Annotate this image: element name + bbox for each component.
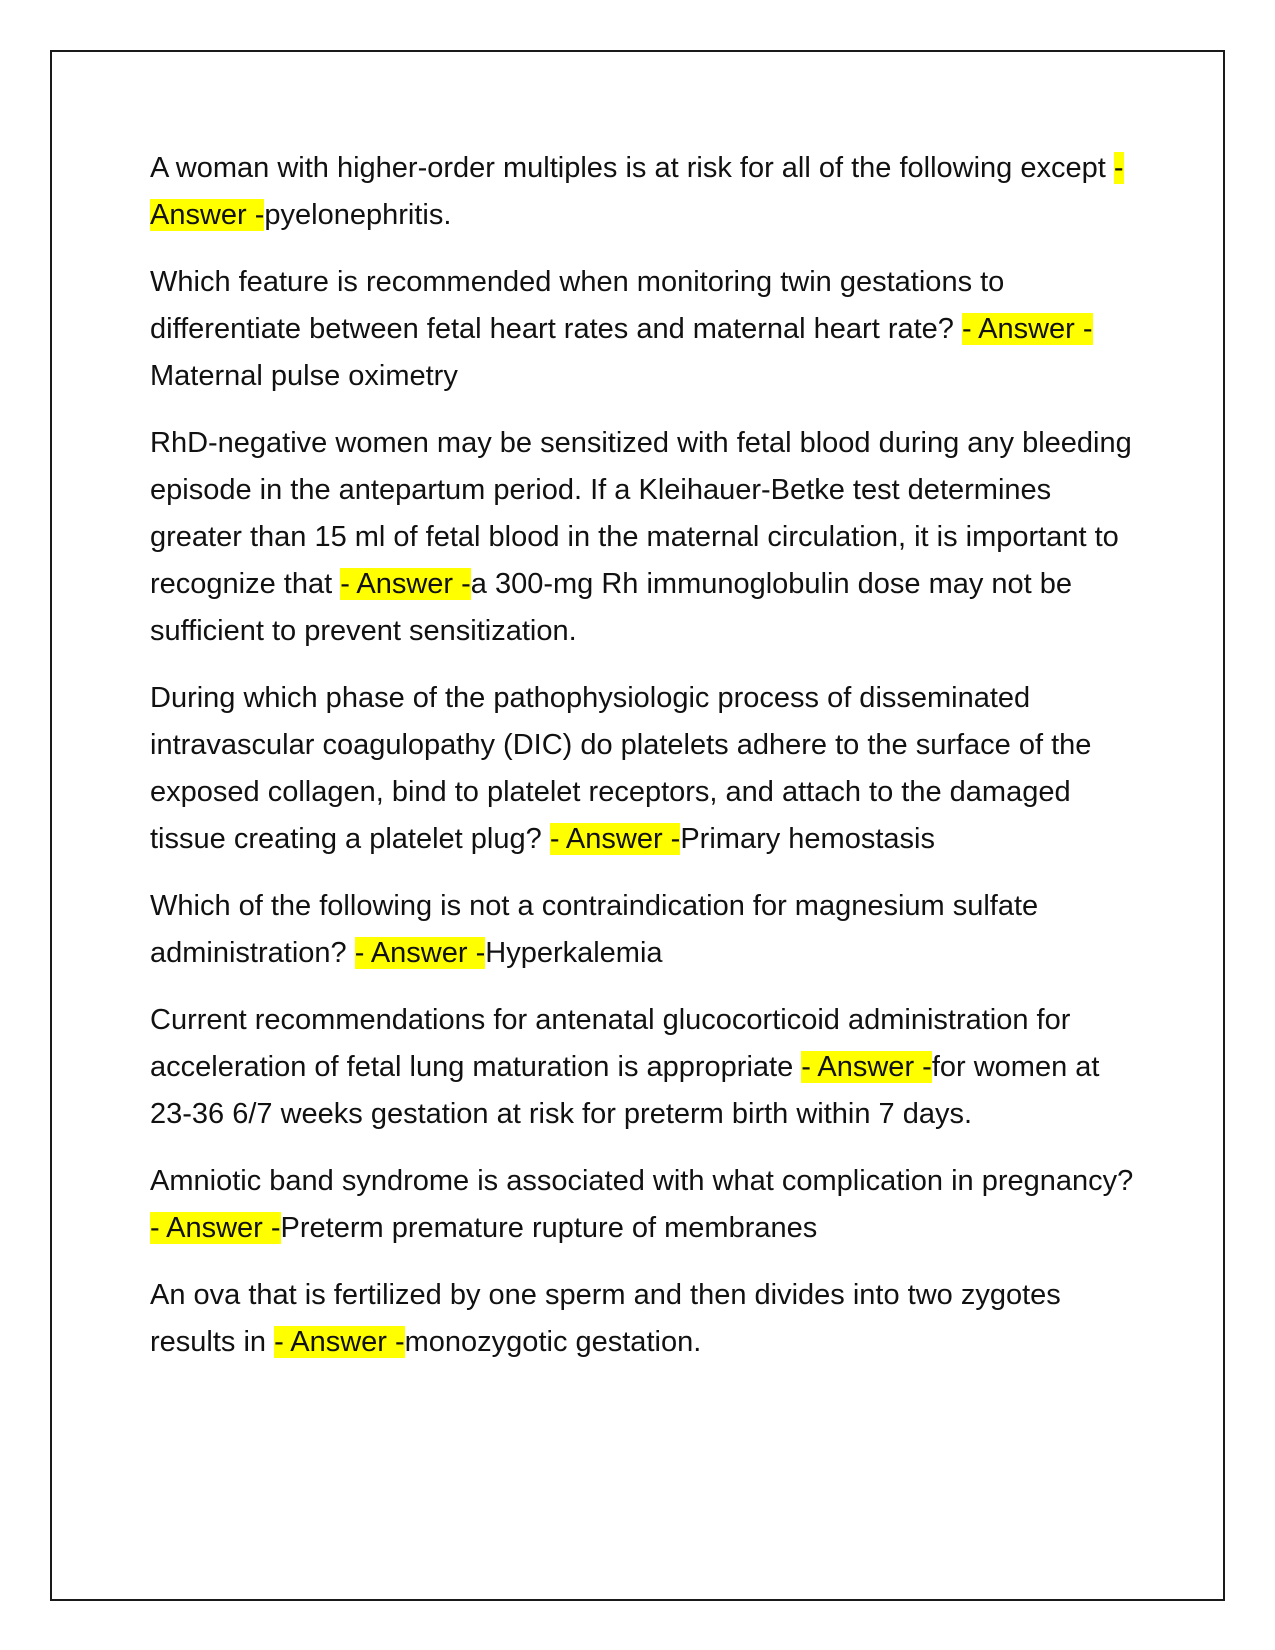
qa-item <box>150 1158 1140 1252</box>
answer-marker: - Answer - <box>549 823 681 855</box>
question-text: Current recommendations for antenatal glucocorticoid administration for acceleration of fetal lung maturation is appropriate <box>150 1004 1071 1083</box>
question-text: An ova that is fertilized by one sperm and then divides into two zygotes results in <box>150 1279 1061 1358</box>
answer-text: Maternal pulse oximetry <box>150 360 458 392</box>
answer-text: Primary hemostasis <box>680 823 935 855</box>
question-text: Amniotic band syndrome is associated with what complication in pregnancy? <box>150 1165 1134 1197</box>
qa-item <box>150 883 1140 977</box>
answer-marker: - Answer - <box>340 568 471 600</box>
qa-item <box>150 997 1140 1138</box>
qa-item <box>150 1272 1140 1366</box>
qa-item <box>150 259 1140 400</box>
qa-item <box>150 420 1140 655</box>
answer-marker: - Answer - <box>354 937 486 969</box>
answer-marker: - Answer - <box>150 1212 281 1244</box>
document-body <box>150 145 1140 1386</box>
answer-text: monozygotic gestation. <box>404 1326 702 1358</box>
qa-item <box>150 145 1140 239</box>
question-text: A woman with higher-order multiples is at risk for all of the following except <box>150 152 1114 184</box>
answer-marker: - Answer - <box>150 152 1124 231</box>
answer-text: a 300-mg Rh immunoglobulin dose may not be sufficient to prevent sensitization. <box>150 568 1073 647</box>
answer-marker: - Answer - <box>274 1326 405 1358</box>
answer-marker: - Answer - <box>961 313 1093 345</box>
qa-item <box>150 675 1140 863</box>
question-text: RhD-negative women may be sensitized with fetal blood during any bleeding episode in the antepartum period. If a Kleihauer-Betke test determines greater than 15 ml of fetal blood in the maternal circulation, it is important to recognize that <box>150 427 1132 600</box>
answer-text: pyelonephritis. <box>264 199 452 231</box>
question-text: During which phase of the pathophysiologic process of disseminated intravascular coagulopathy (DIC) do platelets adhere to the surface of the exposed collagen, bind to platelet receptors, and attach to the damaged tissue creating a platelet plug? <box>150 682 1092 855</box>
question-text: Which feature is recommended when monitoring twin gestations to differentiate between fetal heart rates and maternal heart rate? <box>150 266 1005 345</box>
answer-text: Hyperkalemia <box>485 937 663 969</box>
answer-text: Preterm premature rupture of membranes <box>280 1212 818 1244</box>
answer-marker: - Answer - <box>801 1051 932 1083</box>
question-text: Which of the following is not a contraindication for magnesium sulfate administration? <box>150 890 1039 969</box>
answer-text: for women at 23-36 6/7 weeks gestation at risk for preterm birth within 7 days. <box>150 1051 1100 1130</box>
